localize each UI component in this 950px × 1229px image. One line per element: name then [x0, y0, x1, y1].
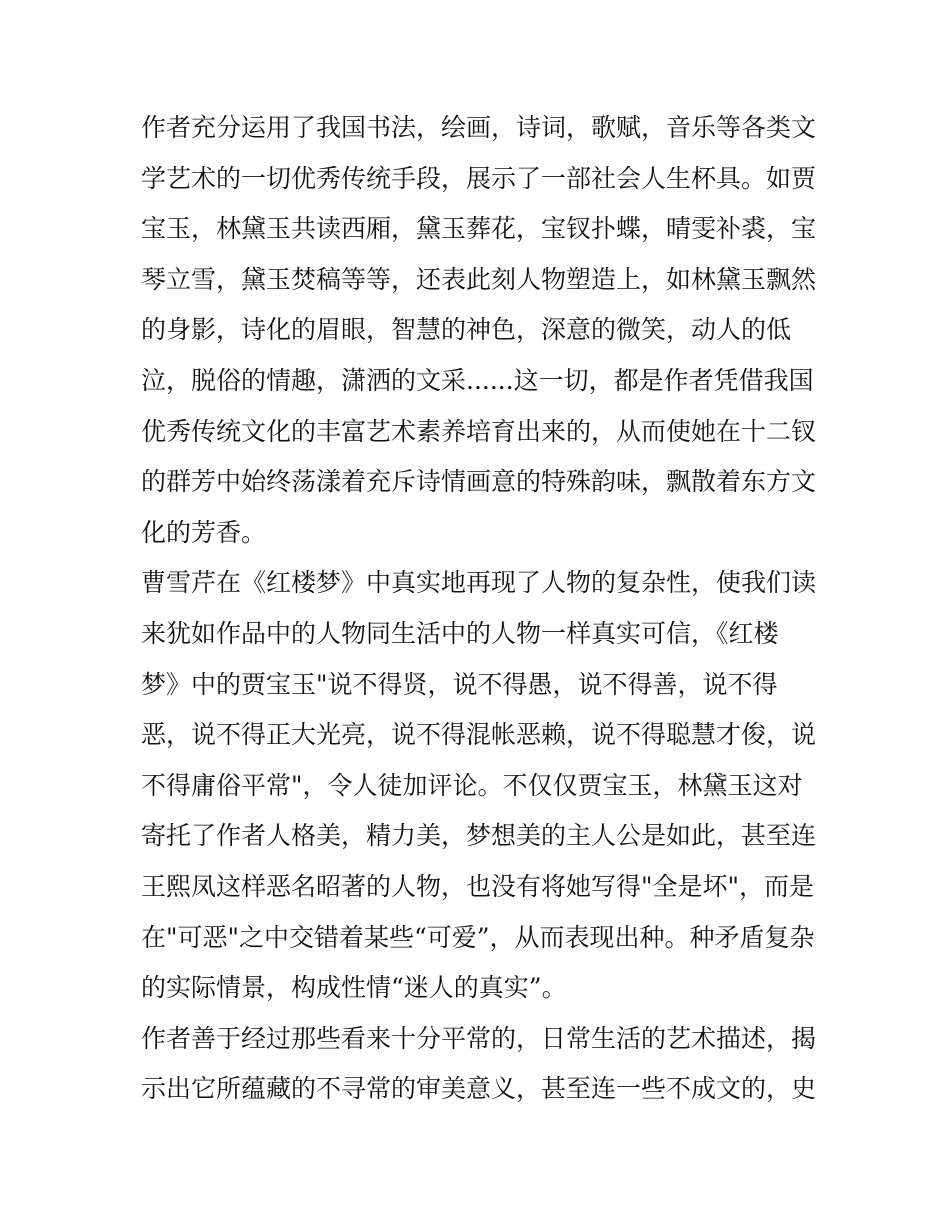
text-line: 示出它所蕴藏的不寻常的审美意义，甚至连一些不成文的，史 [141, 1074, 817, 1104]
text-line: 恶，说不得正大光亮，说不得混帐恶赖，说不得聪慧才俊，说 [141, 720, 817, 750]
text-line: 王熙凤这样恶名昭著的人物，也没有将她写得"全是坏"，而是 [141, 871, 815, 901]
text-line: 的实际情景，构成性情“迷人的真实”。 [141, 973, 567, 1003]
text-line: 梦》中的贾宝玉"说不得贤，说不得愚，说不得善，说不得 [141, 669, 778, 699]
text-line: 学艺术的一切优秀传统手段，展示了一部社会人生杯具。如贾 [141, 163, 817, 193]
text-line: 在"可恶"之中交错着某些“可爱”，从而表现出种。种矛盾复杂 [141, 922, 815, 952]
text-line: 优秀传统文化的丰富艺术素养培育出来的，从而使她在十二钗 [141, 416, 817, 446]
text-line: 来犹如作品中的人物同生活中的人物一样真实可信，《红楼 [141, 618, 779, 648]
body-text [141, 103, 821, 1115]
text-line: 琴立雪，黛玉焚稿等等，还表此刻人物塑造上，如林黛玉飘然 [141, 264, 817, 294]
text-line: 曹雪芹在《红楼梦》中真实地再现了人物的复杂性，使我们读 [141, 568, 817, 598]
text-line: 的群芳中始终荡漾着充斥诗情画意的特殊韵味，飘散着东方文 [141, 467, 817, 497]
text-line: 寄托了作者人格美，精力美，梦想美的主人公是如此，甚至连 [141, 821, 817, 851]
text-line: 化的芳香。 [141, 517, 267, 547]
text-line: 作者善于经过那些看来十分平常的，日常生活的艺术描述，揭 [141, 1023, 817, 1053]
text-line: 宝玉，林黛玉共读西厢，黛玉葬花，宝钗扑蝶，晴雯补裘，宝 [141, 214, 817, 244]
text-line: 不得庸俗平常"，令人徒加评论。不仅仅贾宝玉，林黛玉这对 [141, 770, 803, 800]
text-line: 泣，脱俗的情趣，潇洒的文采......这一切，都是作者凭借我国 [141, 365, 814, 395]
text-line: 的身影，诗化的眉眼，智慧的神色，深意的微笑，动人的低 [141, 315, 792, 345]
text-line: 作者充分运用了我国书法，绘画，诗词，歌赋，音乐等各类文 [141, 113, 817, 142]
